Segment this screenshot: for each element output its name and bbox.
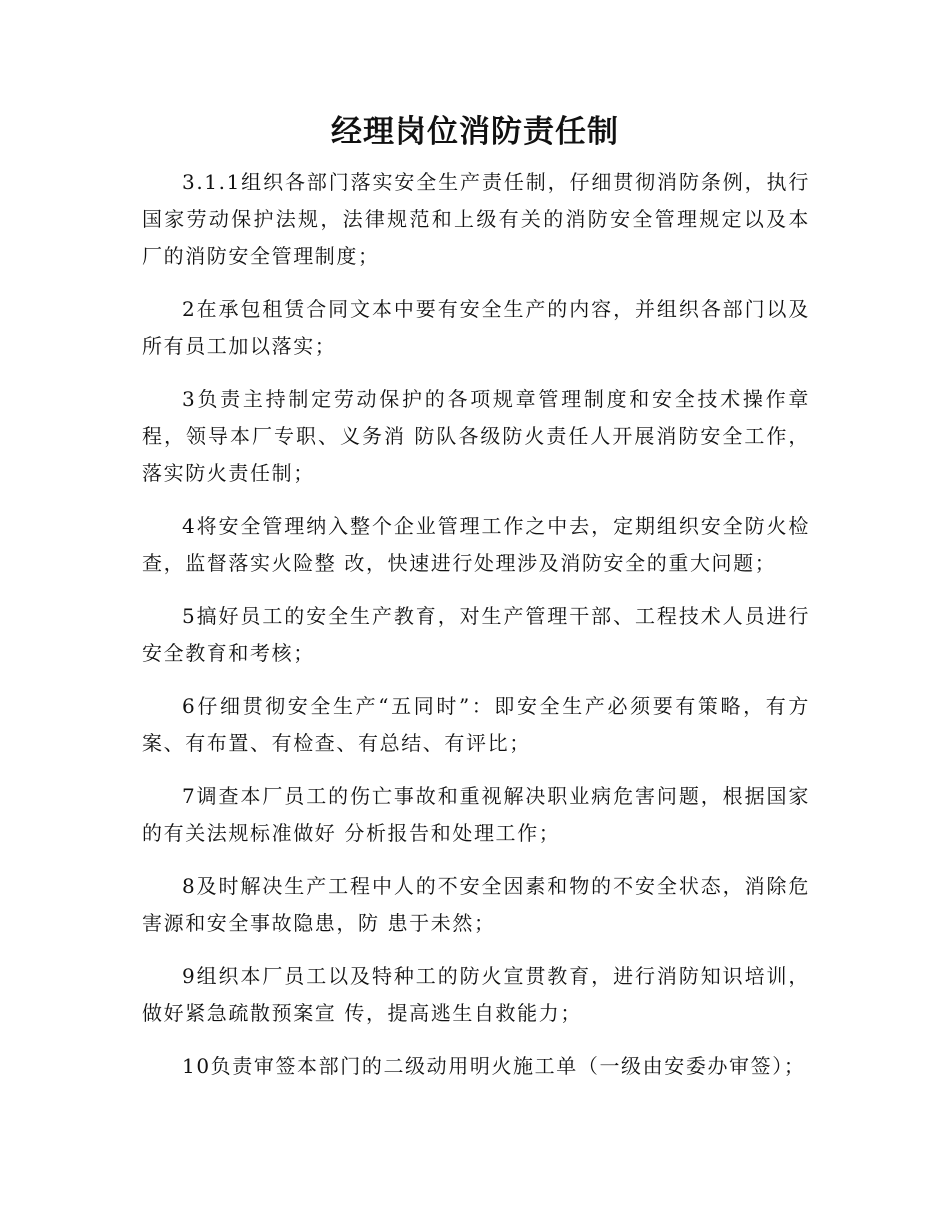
- paragraph-6: 6仔细贯彻安全生产“五同时”：即安全生产必须要有策略，有方案、有布置、有检查、有总结、有评比；: [142, 694, 810, 755]
- paragraph-5: 5搞好员工的安全生产教育，对生产管理干部、工程技术人员进行安全教育和考核；: [142, 604, 810, 665]
- paragraph-10: 10负责审签本部门的二级动用明火施工单（一级由安委办审签）；: [182, 1054, 806, 1078]
- paragraph-7: 7调查本厂员工的伤亡事故和重视解决职业病危害问题，根据国家的有关法规标准做好 分析报告和处理工作；: [142, 784, 810, 845]
- document-body: [142, 164, 810, 1101]
- document-title: 经理岗位消防责任制: [331, 114, 619, 150]
- paragraph-4: 4将安全管理纳入整个企业管理工作之中去，定期组织安全防火检查，监督落实火险整 改，快速进行处理涉及消防安全的重大问题；: [142, 514, 810, 575]
- paragraph-2: 2在承包租赁合同文本中要有安全生产的内容，并组织各部门以及所有员工加以落实；: [142, 297, 810, 358]
- paragraph-8: 8及时解决生产工程中人的不安全因素和物的不安全状态，消除危害源和安全事故隐患，防 患于未然；: [142, 874, 810, 935]
- paragraph-9: 9组织本厂员工以及特种工的防火宣贯教育，进行消防知识培训，做好紧急疏散预案宣 传，提高逃生自救能力；: [142, 964, 810, 1025]
- paragraph-1: 3.1.1组织各部门落实安全生产责任制，仔细贯彻消防条例，执行国家劳动保护法规，法律规范和上级有关的消防安全管理规定以及本厂的消防安全管理制度；: [142, 170, 810, 268]
- paragraph-3: 3负责主持制定劳动保护的各项规章管理制度和安全技术操作章程，领导本厂专职、义务消 防队各级防火责任人开展消防安全工作，落实防火责任制；: [142, 387, 810, 485]
